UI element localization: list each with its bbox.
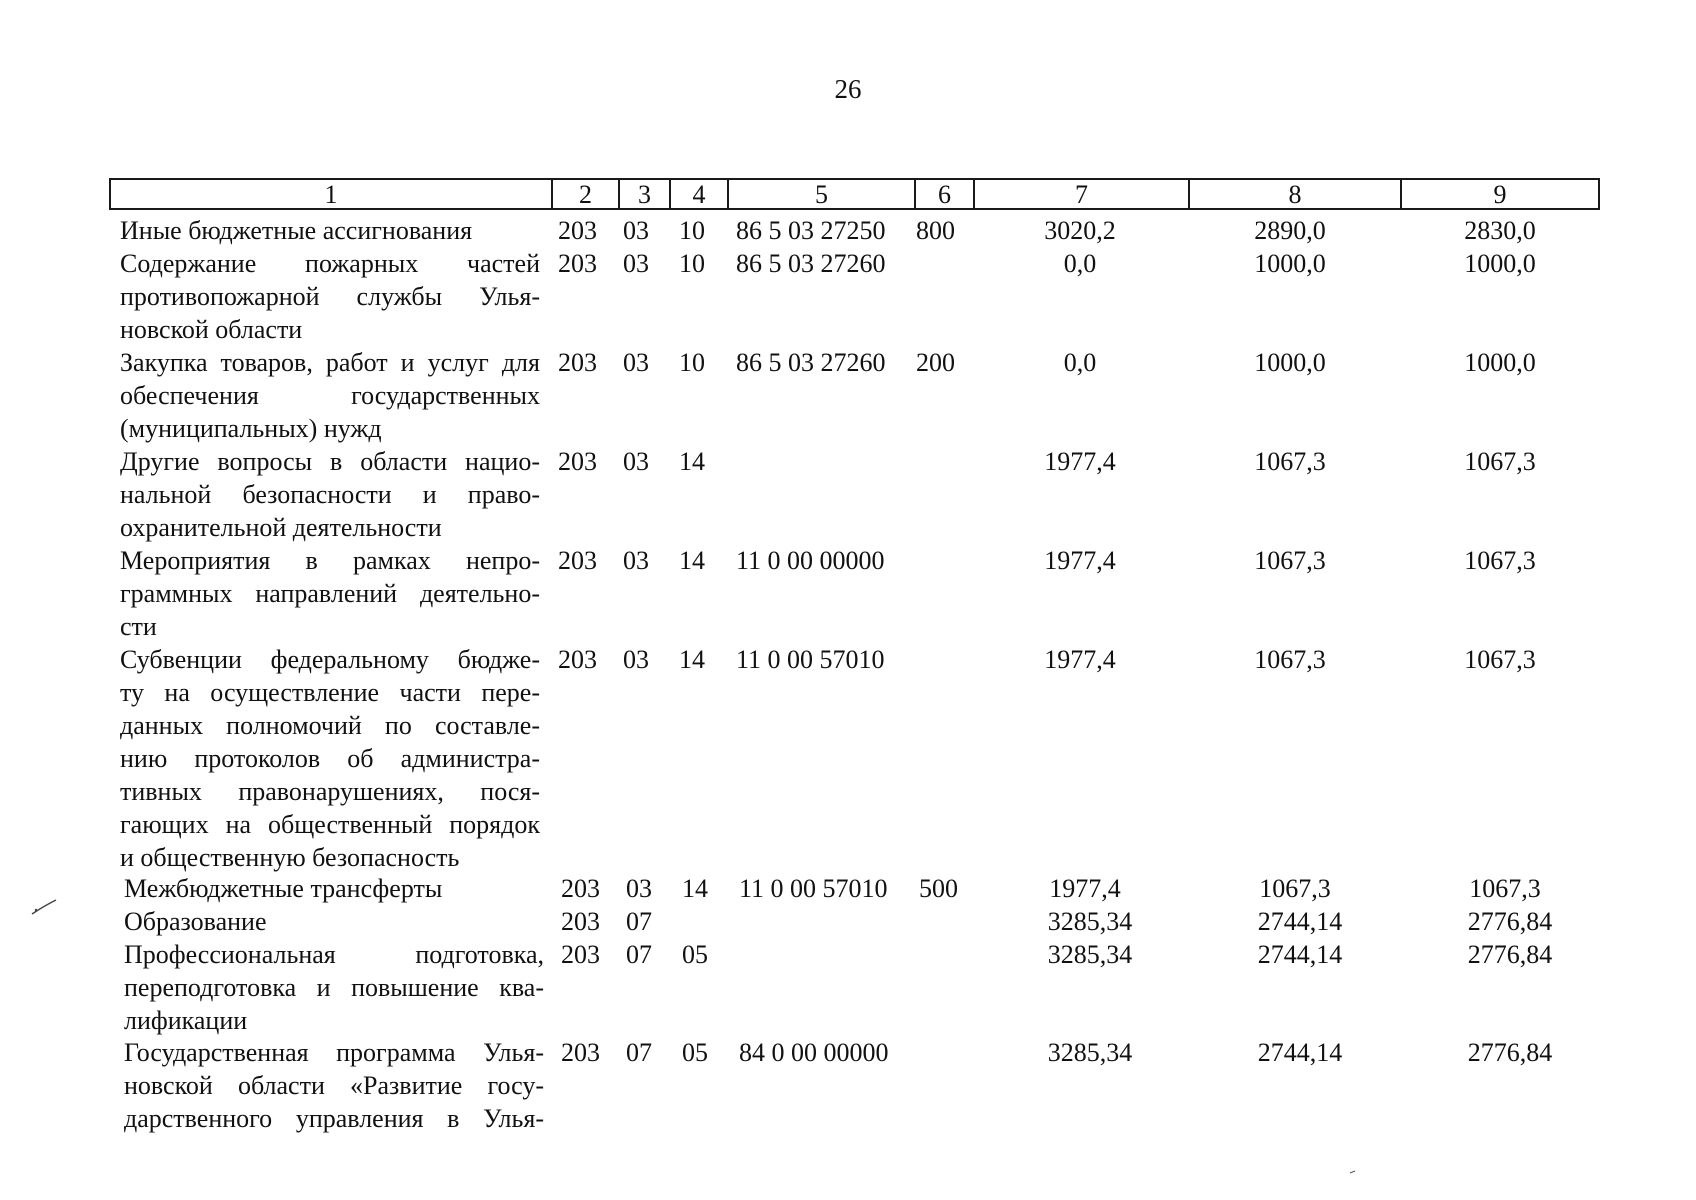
- cell-col9: 1067,3: [1464, 447, 1536, 476]
- cell-col2: 203: [558, 249, 597, 278]
- column-header-3: 3: [618, 180, 669, 208]
- cell-col4: 14: [679, 645, 705, 674]
- row-name-line: тивных правонарушениях, пося-: [120, 777, 540, 806]
- row-name-line: переподготовка и повышение ква-: [124, 973, 544, 1002]
- cell-col3: 03: [623, 546, 649, 575]
- cell-col2: 203: [558, 348, 597, 377]
- row-name-line: дарственного управления в Улья-: [124, 1104, 544, 1133]
- cell-col8: 1067,3: [1254, 447, 1326, 476]
- row-name-line: ту на осуществление части пере-: [120, 678, 540, 707]
- cell-col9: 2776,84: [1467, 907, 1553, 936]
- cell-col9: 1067,3: [1464, 546, 1536, 575]
- cell-col3: 03: [623, 216, 649, 245]
- cell-col5: 84 0 00 00000: [739, 1038, 889, 1067]
- cell-col9: 1067,3: [1469, 874, 1541, 903]
- row-name-line: Закупка товаров, работ и услуг для: [120, 348, 540, 377]
- cell-col3: 07: [626, 940, 652, 969]
- cell-col8: 2890,0: [1254, 216, 1326, 245]
- scan-mark: [30, 896, 60, 918]
- cell-col8: 2744,14: [1257, 940, 1343, 969]
- column-header-9: 9: [1400, 180, 1598, 208]
- row-name-line: Образование: [124, 907, 267, 936]
- row-name-line: Мероприятия в рамках непро-: [120, 546, 540, 575]
- row-name-line: Другие вопросы в области нацио-: [120, 447, 540, 476]
- cell-col2: 203: [561, 907, 600, 936]
- scan-mark: [1349, 1169, 1357, 1175]
- cell-col4: 14: [682, 874, 708, 903]
- cell-col5: 11 0 00 57010: [736, 645, 885, 674]
- row-name-line: Межбюджетные трансферты: [124, 874, 443, 903]
- cell-col4: 05: [682, 940, 708, 969]
- cell-col8: 1067,3: [1259, 874, 1331, 903]
- row-name-line: граммных направлений деятельно-: [120, 579, 540, 608]
- cell-col3: 03: [626, 874, 652, 903]
- cell-col8: 1000,0: [1254, 249, 1326, 278]
- row-name: [120, 214, 540, 247]
- cell-col7: 0,0: [1063, 249, 1097, 278]
- cell-col8: 2744,14: [1257, 907, 1343, 936]
- row-name-line: нальной безопасности и право-: [120, 480, 540, 509]
- page-number: 26: [834, 74, 862, 104]
- row-name-line: Иные бюджетные ассигнования: [120, 216, 473, 245]
- cell-col2: 203: [561, 940, 600, 969]
- row-name-line: нию протоколов об администра-: [120, 744, 540, 773]
- cell-col5: 86 5 03 27260: [736, 348, 886, 377]
- row-name: [124, 872, 544, 905]
- column-header-6: 6: [914, 180, 973, 208]
- row-name-line: Государственная программа Улья-: [124, 1038, 544, 1067]
- column-header-4: 4: [669, 180, 727, 208]
- cell-col3: 03: [623, 447, 649, 476]
- cell-col8: 1067,3: [1254, 546, 1326, 575]
- cell-col7: 1977,4: [1044, 645, 1116, 674]
- cell-col7: 3285,34: [1047, 1038, 1133, 1067]
- cell-col7: 1977,4: [1044, 546, 1116, 575]
- row-name-line: гающих на общественный порядок: [120, 810, 540, 839]
- row-name-line: данных полномочий по составле-: [120, 711, 540, 740]
- cell-col5: 11 0 00 00000: [736, 546, 885, 575]
- column-header-8: 8: [1188, 180, 1400, 208]
- cell-col3: 07: [626, 1038, 652, 1067]
- cell-col2: 203: [558, 447, 597, 476]
- cell-col9: 2776,84: [1467, 940, 1553, 969]
- cell-col9: 1000,0: [1464, 348, 1536, 377]
- cell-col9: 1000,0: [1464, 249, 1536, 278]
- cell-col3: 07: [626, 907, 652, 936]
- row-name-line: Субвенции федеральному бюдже-: [120, 645, 540, 674]
- cell-col7: 3020,2: [1044, 216, 1116, 245]
- row-name-line: охранительной деятельности: [120, 513, 442, 542]
- cell-col8: 1067,3: [1254, 645, 1326, 674]
- row-name-line: обеспечения государственных: [120, 381, 540, 410]
- row-name-line: лификации: [124, 1006, 248, 1035]
- cell-col4: 10: [679, 348, 705, 377]
- cell-col4: 14: [679, 546, 705, 575]
- cell-col2: 203: [558, 645, 597, 674]
- cell-col6: 500: [919, 874, 958, 903]
- row-name: [120, 643, 540, 874]
- row-name: [124, 1036, 544, 1135]
- cell-col2: 203: [558, 216, 597, 245]
- cell-col3: 03: [623, 249, 649, 278]
- row-name-line: (муниципальных) нужд: [120, 414, 382, 443]
- cell-col2: 203: [561, 1038, 600, 1067]
- cell-col2: 203: [558, 546, 597, 575]
- cell-col9: 2776,84: [1467, 1038, 1553, 1067]
- row-name-line: Профессиональная подготовка,: [124, 940, 544, 969]
- cell-col5: 11 0 00 57010: [739, 874, 888, 903]
- cell-col7: 3285,34: [1047, 940, 1133, 969]
- cell-col8: 1000,0: [1254, 348, 1326, 377]
- table-header: [109, 178, 1600, 210]
- cell-col5: 86 5 03 27260: [736, 249, 886, 278]
- row-name: [124, 938, 544, 1037]
- cell-col7: 1977,4: [1049, 874, 1121, 903]
- row-name-line: и общественную безопасность: [120, 843, 460, 872]
- cell-col3: 03: [623, 348, 649, 377]
- cell-col7: 1977,4: [1044, 447, 1116, 476]
- cell-col4: 10: [679, 216, 705, 245]
- row-name: [120, 346, 540, 445]
- row-name: [120, 445, 540, 544]
- cell-col9: 2830,0: [1464, 216, 1536, 245]
- row-name: [124, 905, 544, 938]
- cell-col9: 1067,3: [1464, 645, 1536, 674]
- row-name-line: новской области «Развитие госу-: [124, 1071, 544, 1100]
- cell-col4: 05: [682, 1038, 708, 1067]
- column-header-7: 7: [973, 180, 1188, 208]
- cell-col3: 03: [623, 645, 649, 674]
- column-header-5: 5: [727, 180, 914, 208]
- cell-col7: 0,0: [1063, 348, 1097, 377]
- column-header-1: 1: [324, 180, 338, 209]
- cell-col4: 14: [679, 447, 705, 476]
- cell-col5: 86 5 03 27250: [736, 216, 886, 245]
- cell-col6: 800: [916, 216, 955, 245]
- cell-col6: 200: [916, 348, 955, 377]
- row-name: [120, 247, 540, 346]
- row-name-line: новской области: [120, 315, 303, 344]
- row-name-line: противопожарной службы Улья-: [120, 282, 540, 311]
- row-name: [120, 544, 540, 643]
- column-header-2: 2: [551, 180, 618, 208]
- row-name-line: сти: [120, 612, 157, 641]
- cell-col2: 203: [561, 874, 600, 903]
- row-name-line: Содержание пожарных частей: [120, 249, 540, 278]
- cell-col7: 3285,34: [1047, 907, 1133, 936]
- cell-col8: 2744,14: [1257, 1038, 1343, 1067]
- cell-col4: 10: [679, 249, 705, 278]
